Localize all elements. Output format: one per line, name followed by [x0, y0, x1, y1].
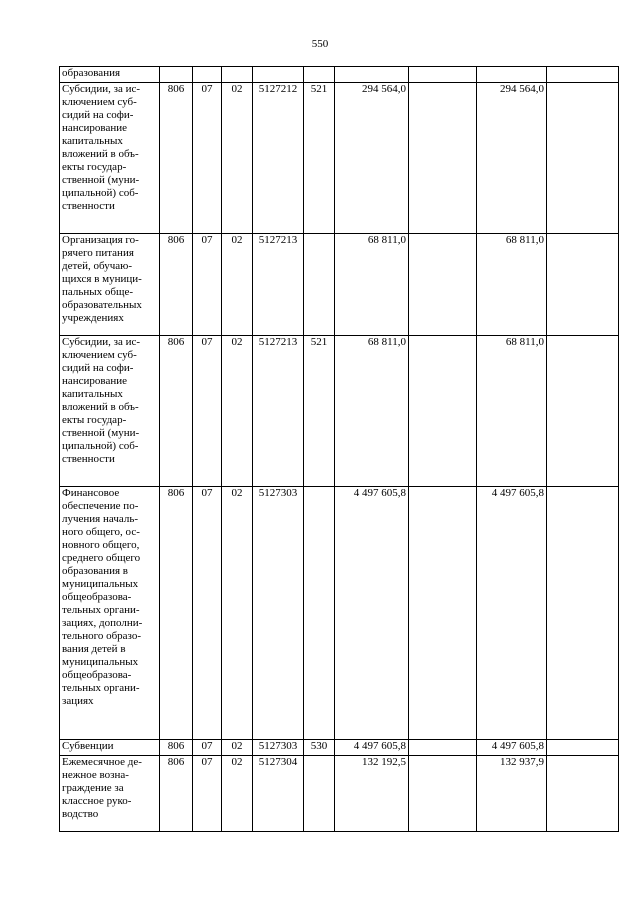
ministry-code: 806	[160, 234, 193, 336]
section-code: 07	[193, 234, 222, 336]
amount-cell-2	[409, 487, 477, 740]
amount-cell-4	[547, 487, 619, 740]
amount-cell: 294 564,0	[335, 83, 409, 234]
row-name: Субсидии, за ис- ключением суб- сидий на софи- нансирование капитальных вложений в объ- екты государ- ственной (муни- ципальной) соб- ственности	[60, 336, 160, 487]
subsection-code: 02	[222, 83, 253, 234]
table-row	[60, 336, 619, 487]
amount-cell-2	[409, 67, 477, 83]
amount-cell: 68 811,0	[335, 234, 409, 336]
target-article-code: 5127213	[253, 234, 304, 336]
amount-cell-4	[547, 234, 619, 336]
table-row	[60, 740, 619, 756]
subsection-code: 02	[222, 234, 253, 336]
amount-cell-2	[409, 336, 477, 487]
amount-cell-3: 294 564,0	[477, 83, 547, 234]
page-number: 550	[311, 38, 329, 50]
ministry-code: 806	[160, 336, 193, 487]
expense-type-code	[304, 67, 335, 83]
target-article-code: 5127213	[253, 336, 304, 487]
table-row	[60, 487, 619, 740]
amount-cell-3: 4 497 605,8	[477, 740, 547, 756]
amount-cell-3	[477, 67, 547, 83]
section-code: 07	[193, 740, 222, 756]
ministry-code	[160, 67, 193, 83]
ministry-code: 806	[160, 756, 193, 832]
amount-cell-2	[409, 756, 477, 832]
expense-type-code: 521	[304, 83, 335, 234]
target-article-code	[253, 67, 304, 83]
table-row	[60, 67, 619, 83]
row-name: Субсидии, за ис- ключением суб- сидий на софи- нансирование капитальных вложений в объ- екты государ- ственной (муни- ципальной) соб- ственности	[60, 83, 160, 234]
section-code	[193, 67, 222, 83]
amount-cell-4	[547, 83, 619, 234]
row-name: Финансовое обеспечение по- лучения началь- ного общего, ос- новного общего, среднего общего образования в муниципальных общеобразова- тельных органи- зациях, дополни- тельного образо- вания детей в муниципальных общеобразова- тельных органи- зациях	[60, 487, 160, 740]
table-row	[60, 756, 619, 832]
subsection-code	[222, 67, 253, 83]
ministry-code: 806	[160, 740, 193, 756]
table-row	[60, 83, 619, 234]
amount-cell: 68 811,0	[335, 336, 409, 487]
amount-cell-4	[547, 756, 619, 832]
amount-cell-3: 68 811,0	[477, 234, 547, 336]
section-code: 07	[193, 83, 222, 234]
amount-cell	[335, 67, 409, 83]
expense-type-code: 521	[304, 336, 335, 487]
amount-cell-3: 4 497 605,8	[477, 487, 547, 740]
target-article-code: 5127212	[253, 83, 304, 234]
expense-type-code: 530	[304, 740, 335, 756]
amount-cell: 132 192,5	[335, 756, 409, 832]
amount-cell: 4 497 605,8	[335, 487, 409, 740]
section-code: 07	[193, 336, 222, 487]
budget-table	[59, 66, 619, 832]
ministry-code: 806	[160, 487, 193, 740]
amount-cell-2	[409, 740, 477, 756]
subsection-code: 02	[222, 487, 253, 740]
row-name: Ежемесячное де- нежное возна- граждение за классное руко- водство	[60, 756, 160, 832]
expense-type-code	[304, 756, 335, 832]
amount-cell-3: 68 811,0	[477, 336, 547, 487]
subsection-code: 02	[222, 336, 253, 487]
amount-cell-2	[409, 83, 477, 234]
row-name: Субвенции	[60, 740, 160, 756]
expense-type-code	[304, 487, 335, 740]
amount-cell: 4 497 605,8	[335, 740, 409, 756]
section-code: 07	[193, 756, 222, 832]
row-name: образования	[60, 67, 160, 83]
target-article-code: 5127303	[253, 740, 304, 756]
target-article-code: 5127303	[253, 487, 304, 740]
amount-cell-3: 132 937,9	[477, 756, 547, 832]
amount-cell-4	[547, 336, 619, 487]
section-code: 07	[193, 487, 222, 740]
expense-type-code	[304, 234, 335, 336]
amount-cell-4	[547, 67, 619, 83]
subsection-code: 02	[222, 740, 253, 756]
subsection-code: 02	[222, 756, 253, 832]
target-article-code: 5127304	[253, 756, 304, 832]
amount-cell-2	[409, 234, 477, 336]
table-row	[60, 234, 619, 336]
amount-cell-4	[547, 740, 619, 756]
ministry-code: 806	[160, 83, 193, 234]
row-name: Организация го- рячего питания детей, обучаю- щихся в муници- пальных обще- образовательных учреждениях	[60, 234, 160, 336]
